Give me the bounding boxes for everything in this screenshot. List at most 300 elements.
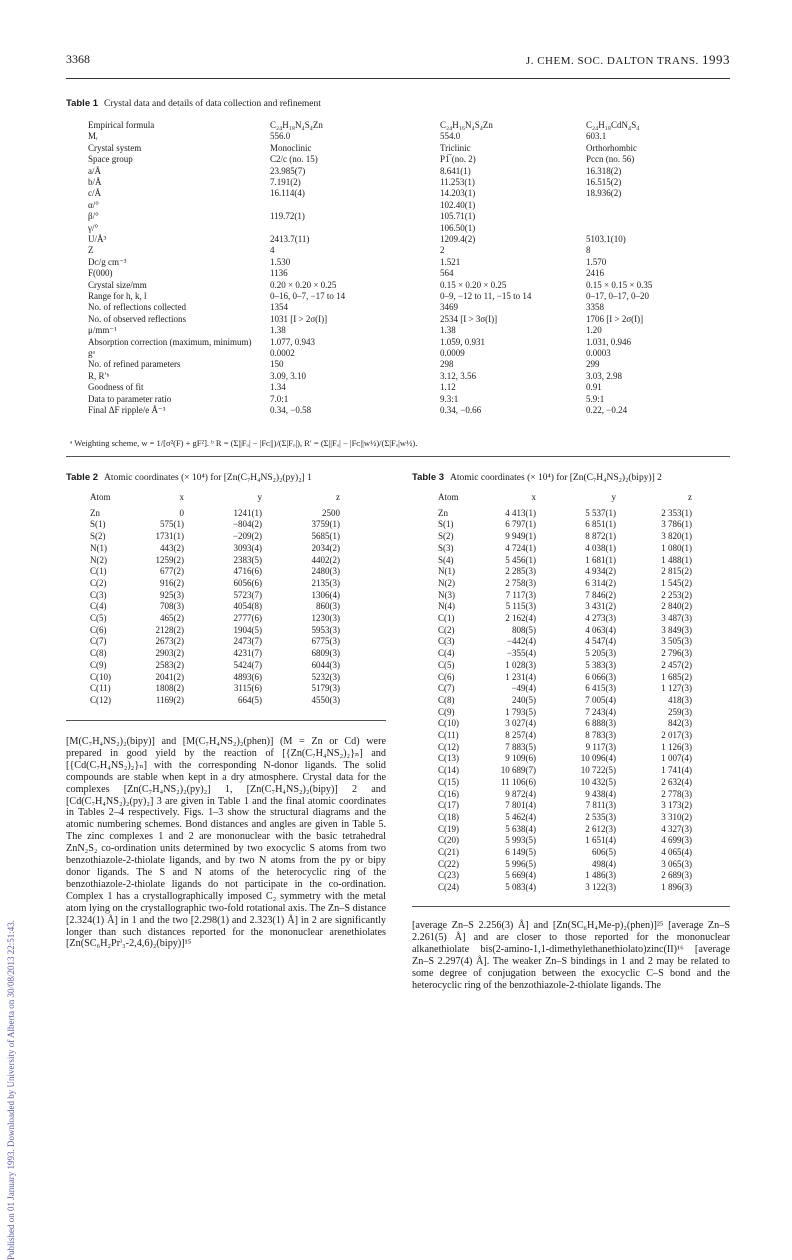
table3-cell: C(16) xyxy=(438,788,459,799)
table3-cell: S(2) xyxy=(438,531,454,542)
table2-cell: C(6) xyxy=(90,624,107,635)
table1-row xyxy=(66,245,730,255)
table1-row xyxy=(66,280,730,290)
table3-cell: 842(3) xyxy=(668,718,692,729)
table1-param: gᵃ xyxy=(88,348,95,358)
download-watermark xyxy=(6,150,20,1260)
table1-value: 0.0002 xyxy=(270,348,295,358)
table2-cell: 3115(6) xyxy=(233,683,262,694)
table3-cell: 6 415(3) xyxy=(585,683,616,694)
table1-param: Mᵣ xyxy=(88,131,99,142)
table3-cell: 7 117(3) xyxy=(505,589,536,600)
table2-cell: 1230(3) xyxy=(311,613,340,623)
table3-cell: 5 993(5) xyxy=(505,835,536,846)
table2-row xyxy=(66,613,386,623)
table3-cell: 2 612(3) xyxy=(585,823,616,834)
table1-value: C₂₄H₁₆N₄S₄Zn xyxy=(440,120,493,130)
table3-cell: 240(5) xyxy=(512,694,536,705)
table1-value: 1.38 xyxy=(270,325,286,336)
table2-cell: 664(5) xyxy=(238,694,262,705)
table2-cell: 2473(7) xyxy=(233,636,262,647)
table1-value: 1354 xyxy=(270,302,288,313)
table2-cell: C(3) xyxy=(90,589,107,600)
table2-cell: 4054(8) xyxy=(233,601,262,612)
table1-row xyxy=(66,188,730,198)
table2-cell: 2480(3) xyxy=(311,566,340,577)
table3-cell: 1 545(2) xyxy=(661,577,692,588)
table1-param: Goodness of fit xyxy=(88,382,144,393)
table3-cell: 1 007(4) xyxy=(661,753,692,764)
table1-value: 9.3:1 xyxy=(440,393,459,404)
table1-value: 0.15 × 0.20 × 0.25 xyxy=(440,279,507,290)
table3-cell: 498(4) xyxy=(592,858,616,869)
table1-row xyxy=(66,223,730,233)
table3-header-row xyxy=(412,492,730,502)
table3 xyxy=(412,492,730,902)
table1-value: 0.34, −0.58 xyxy=(270,405,312,415)
table3-row xyxy=(412,566,730,576)
table2-cell: −209(2) xyxy=(232,531,262,542)
table2-header-cell: y xyxy=(257,492,262,502)
table1-param: Final ΔF ripple/e Å⁻³ xyxy=(88,405,166,415)
table1-value: 0.15 × 0.15 × 0.35 xyxy=(586,279,653,290)
table1-row xyxy=(66,325,730,335)
table3-cell: 2 689(3) xyxy=(661,870,692,881)
table3-cell: 7 005(4) xyxy=(585,694,616,705)
table1-value: 1.059, 0.931 xyxy=(440,336,485,347)
header-rule xyxy=(66,78,730,79)
table3-cell: 2 253(2) xyxy=(661,589,692,600)
table1-value: 3.03, 2.98 xyxy=(586,370,622,381)
table1-value: 7.191(2) xyxy=(270,177,301,187)
table1-value: 554.0 xyxy=(440,131,461,142)
table2-cell: 1259(2) xyxy=(155,554,184,565)
table1-row xyxy=(66,211,730,221)
table2-cell: C(12) xyxy=(90,694,111,705)
table3-cell: C(1) xyxy=(438,613,455,623)
body-paragraph-left: [M(C₇H₄NS₂)₂(bipy)] and [M(C₇H₄NS₂)₂(phen)] (M = Zn or Cd) were prepared in good yield by the reaction of [{Zn(C₇H₄NS₂)₂}ₙ] and [{Cd(C₇H₄NS₂)₂}ₙ] with the corresponding N-donor ligands. The solid compounds are stable when kept in a dry atmosphere. Crystal data for the complexes [Zn(C₇H₄NS₂)₂(py)₂] 1, [Zn(C₇H₄NS₂)₂(bipy)] 2 and [Cd(C₇H₄NS₂)₂(py)₂] 3 are given in Table 1 and the final atomic coordinates in Tables 2–4 respectively. Figs. 1–3 show the structural diagrams and the atomic numbering schemes. Bond distances and angles are given in Table 5. The zinc complexes 1 and 2 are mononuclear with the basic tetrahedral ZnN₂S₂ co-ordination units determined by two exocyclic S atoms from two benzothiazole-2-thiolate ligands, and by two N atoms from the py or bipy donor ligands. The S and N atoms of the heterocyclic ring of the benzothiazole-2-thiolate ligands do not participate in the co-ordination. Complex 1 has a crystallographically imposed C₂ symmetry with the metal atom lying on the crystallographic two-fold rotational axis. The Zn–S distance [2.324(1) Å] in 1 and the two [2.298(1) and 2.323(1) Å] in 2 are significantly longer than such distances reported for the mononuclear arenethiolates [Zn(SC₆H₂Prⁱ₃-2,4,6)₂(bipy)]¹⁵ xyxy=(66,736,386,950)
table3-cell: 259(3) xyxy=(668,706,692,717)
table3-header-cell: Atom xyxy=(438,492,459,502)
table3-cell: C(13) xyxy=(438,753,459,764)
table1-param: c/Å xyxy=(88,188,101,199)
table3-row xyxy=(412,648,730,658)
table3-cell: S(1) xyxy=(438,519,454,530)
table3-cell: C(2) xyxy=(438,624,455,635)
table3-cell: 1 080(1) xyxy=(661,542,692,553)
table1-value: 1.34 xyxy=(270,382,286,393)
table1-row xyxy=(66,177,730,187)
table1-param: α/° xyxy=(88,199,99,210)
table1-value: 1.530 xyxy=(270,256,291,267)
table3-cell: 1 681(1) xyxy=(585,554,616,565)
table1-param: Data to parameter ratio xyxy=(88,393,172,404)
table2-cell: 3759(1) xyxy=(311,519,340,530)
table3-cell: 9 872(4) xyxy=(505,788,536,799)
table3-cell: C(6) xyxy=(438,671,455,682)
table3-cell: 2 796(3) xyxy=(661,648,692,659)
table1-value: 1.521 xyxy=(440,256,461,267)
table1-param: Empirical formula xyxy=(88,120,155,130)
table3-cell: N(2) xyxy=(438,577,455,588)
table1-caption xyxy=(66,98,321,109)
page-number: 3368 xyxy=(66,52,90,66)
table3-cell: 4 038(1) xyxy=(585,542,616,553)
table1-value: 0–9, −12 to 11, −15 to 14 xyxy=(440,291,532,301)
table1-value: Pccn (no. 56) xyxy=(586,154,635,165)
table2-header-cell: z xyxy=(336,492,340,502)
table3-cell: Zn xyxy=(438,507,448,518)
table3-cell: 9 949(1) xyxy=(505,531,536,542)
table3-cell: 5 383(3) xyxy=(585,659,616,670)
table3-cell: 418(3) xyxy=(668,694,692,705)
table1-value: 299 xyxy=(586,359,600,370)
table3-bottom-rule xyxy=(412,906,730,907)
table2-cell: 5685(1) xyxy=(311,531,340,542)
table2-cell: 5953(3) xyxy=(311,624,340,635)
table3-cell: 5 462(4) xyxy=(505,811,536,822)
table3-cell: 5 537(1) xyxy=(585,507,616,518)
table1-row xyxy=(66,131,730,141)
table3-row xyxy=(412,882,730,892)
table3-cell: 1 896(3) xyxy=(661,882,692,893)
table3-cell: 5 205(3) xyxy=(585,648,616,659)
table3-row xyxy=(412,765,730,775)
table3-cell: 4 063(4) xyxy=(585,624,616,635)
table2-cell: 1808(2) xyxy=(155,683,184,694)
table2-cell: 916(2) xyxy=(160,577,184,588)
table3-row xyxy=(412,601,730,611)
table3-cell: 1 231(4) xyxy=(505,671,536,682)
table3-cell: 4 327(3) xyxy=(661,823,692,834)
table3-row xyxy=(412,777,730,787)
table3-cell: 7 883(5) xyxy=(505,741,536,752)
table1-value: 4 xyxy=(270,245,275,256)
table2-row xyxy=(66,566,386,576)
table3-cell: 1 126(3) xyxy=(661,741,692,752)
table2-row xyxy=(66,578,386,588)
table3-row xyxy=(412,847,730,857)
table3-cell: 2 758(3) xyxy=(505,577,536,588)
table1-bottom-rule xyxy=(66,456,730,457)
table3-row xyxy=(412,859,730,869)
table1-value: 0.0003 xyxy=(586,348,611,358)
table1-value: 150 xyxy=(270,359,284,370)
table3-cell: N(3) xyxy=(438,589,455,600)
table1-param: U/Å³ xyxy=(88,234,107,244)
table1-value: 16.318(2) xyxy=(586,165,622,176)
table1-value: Orthorhombic xyxy=(586,142,637,153)
table2-cell: 5424(7) xyxy=(233,659,262,670)
table1-param: Crystal size/mm xyxy=(88,279,147,290)
table3-cell: 6 149(5) xyxy=(505,847,536,857)
table2-label: Table 2 xyxy=(66,472,99,483)
table3-cell: C(9) xyxy=(438,706,455,717)
table2-cell: 1306(4) xyxy=(311,589,340,600)
table2-cell: 4402(2) xyxy=(311,554,340,565)
table1-row xyxy=(66,359,730,369)
table1-value: 1.12 xyxy=(440,382,456,393)
table1-param: a/Å xyxy=(88,165,101,176)
table3-cell: 6 797(1) xyxy=(505,519,536,530)
table1-value: 0.22, −0.24 xyxy=(586,405,628,415)
table3-row xyxy=(412,789,730,799)
table1-value: 3.12, 3.56 xyxy=(440,370,476,381)
table3-cell: N(1) xyxy=(438,566,455,577)
table2-cell: 2903(2) xyxy=(155,648,184,659)
table2-cell: 5723(7) xyxy=(233,589,262,600)
table3-row xyxy=(412,555,730,565)
table3-cell: 5 115(3) xyxy=(505,601,536,612)
table1-value: 102.40(1) xyxy=(440,199,476,210)
body-paragraph-right: [average Zn–S 2.256(3) Å] and [Zn(SC₆H₄Me-p)₂(phen)]²⁵ [average Zn–S 2.261(5) Å] and are closer to those reported for the mononuclear alkanethiolate bis(2-amino-1,1-dimethylethanethiolato)zinc(II)¹⁶ [average Zn–S 2.297(4) Å]. The weaker Zn–S bindings in 1 and 2 may be related to some degree of conjugation between the exocyclic C–S bond and the heterocyclic ring of the benzothiazole-2-thiolate ligands. The xyxy=(412,920,730,991)
table3-cell: C(17) xyxy=(438,800,459,811)
table3-cell: 606(5) xyxy=(592,847,616,857)
table2-cell: 6775(3) xyxy=(311,636,340,647)
table3-cell: 7 801(4) xyxy=(505,800,536,811)
table2-cell: S(1) xyxy=(90,519,106,530)
table2-cell: C(9) xyxy=(90,659,107,670)
table2-cell: 0 xyxy=(179,507,184,518)
table2-row xyxy=(66,625,386,635)
table3-cell: C(5) xyxy=(438,659,455,670)
table1-row xyxy=(66,314,730,324)
table2-row xyxy=(66,683,386,693)
table1-param: Z xyxy=(88,245,94,256)
table1-value: 0–16, 0–7, −17 to 14 xyxy=(270,291,346,301)
table3-cell: 9 117(3) xyxy=(585,741,616,752)
table3-label: Table 3 xyxy=(412,472,445,483)
table1-row xyxy=(66,405,730,415)
table3-row xyxy=(412,753,730,763)
table1-value: 1031 [I > 2σ(I)] xyxy=(270,313,328,324)
table1-value: 1136 xyxy=(270,268,288,279)
table1-value: C₂₄H₁₈N₄S₄Zn xyxy=(270,120,323,130)
table1-value: 5.9:1 xyxy=(586,393,605,404)
table3-cell: 5 083(4) xyxy=(505,882,536,893)
table2-cell: 677(2) xyxy=(160,566,184,577)
table3-cell: 1 488(1) xyxy=(661,554,692,565)
table2-cell: 4893(6) xyxy=(233,671,262,682)
table2-row xyxy=(66,672,386,682)
table2-cell: C(7) xyxy=(90,636,107,647)
table2-cell: 2034(2) xyxy=(311,542,340,553)
table2-cell: 2673(2) xyxy=(155,636,184,647)
table3-cell: 7 846(2) xyxy=(585,589,616,600)
body-text-right xyxy=(412,920,730,1070)
table3-header-cell: y xyxy=(611,492,616,502)
table3-row xyxy=(412,683,730,693)
table1-row xyxy=(66,337,730,347)
table1-value: C2/c (no. 15) xyxy=(270,154,318,165)
table2-cell: 4550(3) xyxy=(311,694,340,705)
table1-row xyxy=(66,348,730,358)
table3-cell: 3 487(3) xyxy=(661,613,692,623)
table2-header-cell: Atom xyxy=(90,492,111,502)
table1-value: 556.0 xyxy=(270,131,291,142)
table3-cell: 11 106(6) xyxy=(501,776,536,787)
table3-cell: 4 547(4) xyxy=(585,636,616,647)
table2-cell: C(4) xyxy=(90,601,107,612)
table3-cell: 10 689(7) xyxy=(500,765,536,776)
table1-row xyxy=(66,394,730,404)
table3-cell: 7 811(3) xyxy=(585,800,616,811)
table1-value: 3469 xyxy=(440,302,458,313)
table2-cell: 6809(3) xyxy=(311,648,340,659)
table2-row xyxy=(66,543,386,553)
table1-row xyxy=(66,291,730,301)
table3-cell: 1 028(3) xyxy=(505,659,536,670)
table1-value: 106.50(1) xyxy=(440,222,476,233)
table3-cell: S(3) xyxy=(438,542,454,553)
table1-value: 18.936(2) xyxy=(586,188,622,199)
table3-cell: 1 685(2) xyxy=(661,671,692,682)
table1-row xyxy=(66,120,730,130)
table3-cell: C(18) xyxy=(438,811,459,822)
table3-row xyxy=(412,742,730,752)
table1-row xyxy=(66,154,730,164)
table3-cell: 5 456(1) xyxy=(505,554,536,565)
table1-value: 5103.1(10) xyxy=(586,234,626,244)
table3-cell: 5 669(4) xyxy=(505,870,536,881)
table3-cell: 3 505(3) xyxy=(661,636,692,647)
table1-row xyxy=(66,234,730,244)
table3-cell: 2 285(3) xyxy=(505,566,536,577)
table2-cell: 575(1) xyxy=(160,519,184,530)
table3-cell: 5 996(5) xyxy=(505,858,536,869)
table3-cell: 10 722(5) xyxy=(580,765,616,776)
table1-value: 8.641(1) xyxy=(440,165,471,176)
table2-cell: N(2) xyxy=(90,554,107,565)
table3-cell: S(4) xyxy=(438,554,454,565)
table3-cell: 4 065(4) xyxy=(661,847,692,857)
table2-cell: 2383(5) xyxy=(233,554,262,565)
table3-row xyxy=(412,718,730,728)
table3-row xyxy=(412,870,730,880)
table2-cell: 1241(1) xyxy=(233,507,262,518)
table3-cell: C(24) xyxy=(438,882,459,893)
table1-value: 1209.4(2) xyxy=(440,234,476,244)
table1-param: No. of refined parameters xyxy=(88,359,181,370)
table3-cell: 808(5) xyxy=(512,624,536,635)
table1-value: Triclinic xyxy=(440,142,471,153)
table2-row xyxy=(66,590,386,600)
table1-param: F(000) xyxy=(88,268,113,279)
table3-cell: 4 934(2) xyxy=(585,566,616,577)
table1-label: Table 1 xyxy=(66,98,99,109)
table1-value: 2416 xyxy=(586,268,604,279)
table1-param: Space group xyxy=(88,154,133,165)
table3-row xyxy=(412,824,730,834)
table1-param: R, R′ᵇ xyxy=(88,370,110,381)
table1-value: 2413.7(11) xyxy=(270,234,310,244)
table3-cell: C(23) xyxy=(438,870,459,881)
table3-row xyxy=(412,800,730,810)
table2-row xyxy=(66,555,386,565)
table3-cell: 3 173(2) xyxy=(661,800,692,811)
table1-value: Monoclinic xyxy=(270,142,312,153)
table1-param: Absorption correction (maximum, minimum) xyxy=(88,336,252,347)
table3-cell: 5 638(4) xyxy=(505,823,536,834)
table3-cell: 2 778(3) xyxy=(661,788,692,799)
table1-param: Dᴄ/g cm⁻³ xyxy=(88,256,127,267)
table2-cell: 1904(5) xyxy=(233,624,262,635)
table1-row xyxy=(66,382,730,392)
table1-value: P1̅ (no. 2) xyxy=(440,154,476,165)
table2-caption xyxy=(66,472,396,483)
table3-cell: C(19) xyxy=(438,823,459,834)
table1-row xyxy=(66,166,730,176)
table1-value: 11.253(1) xyxy=(440,177,475,187)
table3-cell: 1 486(3) xyxy=(585,870,616,881)
table2-cell: 1169(2) xyxy=(155,694,184,705)
table2-cell: 5179(3) xyxy=(311,683,340,694)
table3-cell: 4 413(1) xyxy=(505,507,536,518)
table1-value: 0.20 × 0.20 × 0.25 xyxy=(270,279,337,290)
table2-cell: 465(2) xyxy=(160,613,184,623)
table1-value: 16.114(4) xyxy=(270,188,305,199)
table3-row xyxy=(412,695,730,705)
table3-cell: 3 027(4) xyxy=(505,718,536,729)
table3-cell: 9 109(6) xyxy=(505,753,536,764)
table3-row xyxy=(412,531,730,541)
table3-cell: 3 310(2) xyxy=(661,811,692,822)
table1-value: 7.0:1 xyxy=(270,393,289,404)
table3-cell: C(11) xyxy=(438,730,459,740)
table1-value: 0–17, 0–17, 0–20 xyxy=(586,291,649,301)
table1-row xyxy=(66,143,730,153)
table3-cell: −49(4) xyxy=(511,683,536,694)
table3-cell: 2 353(1) xyxy=(661,507,692,518)
table3-row xyxy=(412,625,730,635)
table2-header-row xyxy=(66,492,386,502)
table2-row xyxy=(66,648,386,658)
table2-row xyxy=(66,660,386,670)
table1-row xyxy=(66,257,730,267)
table1-param: μ/mm⁻¹ xyxy=(88,325,117,336)
table3-cell: 6 888(3) xyxy=(585,718,616,729)
table3-cell: C(4) xyxy=(438,648,455,659)
table1-value: 1.077, 0.943 xyxy=(270,336,315,347)
table1-row xyxy=(66,268,730,278)
table3-cell: C(7) xyxy=(438,683,455,694)
table3-cell: 2 162(4) xyxy=(505,613,536,623)
table2-cell: S(2) xyxy=(90,531,106,542)
table2-cell: C(2) xyxy=(90,577,107,588)
table2-cell: 708(3) xyxy=(160,601,184,612)
table2-cell: 925(3) xyxy=(160,589,184,600)
table3-row xyxy=(412,707,730,717)
table3-cell: 4 724(1) xyxy=(505,542,536,553)
table3-cell: 8 783(3) xyxy=(585,730,616,740)
table3-cell: 3 431(2) xyxy=(585,601,616,612)
table3-header-cell: z xyxy=(688,492,692,502)
table3-cell: −442(4) xyxy=(506,636,536,647)
table2 xyxy=(66,492,386,716)
table2-cell: 6056(6) xyxy=(233,577,262,588)
table2-cell: 443(2) xyxy=(160,542,184,553)
table3-cell: C(15) xyxy=(438,776,459,787)
table1-param: No. of reflections collected xyxy=(88,302,186,313)
table2-cell: C(1) xyxy=(90,566,107,577)
table3-cell: 3 122(3) xyxy=(585,882,616,893)
table3-row xyxy=(412,508,730,518)
table3-cell: C(12) xyxy=(438,741,459,752)
table3-row xyxy=(412,519,730,529)
table3-cell: 2 535(3) xyxy=(585,811,616,822)
table3-cell: 7 243(4) xyxy=(585,706,616,717)
watermark-text: Published on 01 January 1993. Downloaded by University of Alberta on 30/08/2013 22:51:43. xyxy=(6,920,16,1260)
